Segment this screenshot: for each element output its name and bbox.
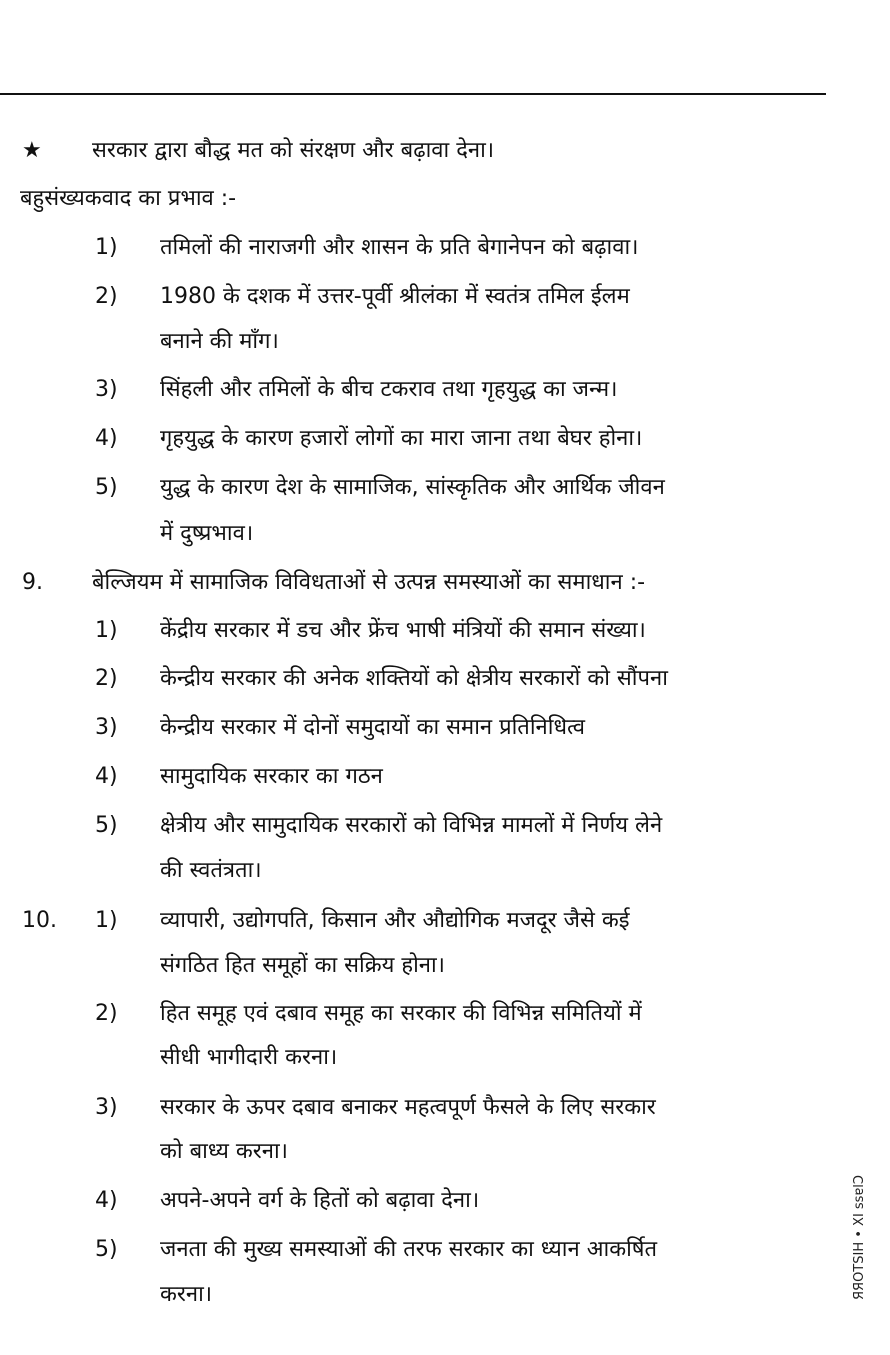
question-9-text: बेल्जियम में सामाजिक विविधताओं से उत्पन्न समस्याओं का समाधान :- — [92, 570, 646, 595]
effect-2-text: 1980 के दशक में उत्तर-पूर्वी श्रीलंका में स्वतंत्र तमिल ईलम — [160, 284, 630, 309]
effect-5-text-cont: में दुष्प्रभाव। — [160, 521, 254, 546]
effect-3-text: सिंहली और तमिलों के बीच टकराव तथा गृहयुद्ध का जन्म। — [160, 377, 618, 402]
q9-item-5-text: क्षेत्रीय और सामुदायिक सरकारों को विभिन्न मामलों में निर्णय लेने — [160, 813, 663, 838]
header-rule — [0, 93, 826, 95]
q9-item-4-number: 4) — [95, 764, 118, 789]
q10-item-5-number: 5) — [95, 1237, 118, 1262]
point-top-text: सरकार द्वारा बौद्ध मत को संरक्षण और बढ़ावा देना। — [92, 138, 495, 163]
effect-3-number: 3) — [95, 377, 118, 402]
q9-item-2-text: केन्द्रीय सरकार की अनेक शक्तियों को क्षेत्रीय सरकारों को सौंपना — [160, 666, 668, 691]
q9-item-5-number: 5) — [95, 813, 118, 838]
q10-item-3-text: सरकार के ऊपर दबाव बनाकर महत्वपूर्ण फैसले के लिए सरकार — [160, 1095, 656, 1120]
q10-item-2-text-cont: सीधी भागीदारी करना। — [160, 1045, 338, 1070]
q9-item-3-number: 3) — [95, 715, 118, 740]
effect-2-text-cont: बनाने की माँग। — [160, 329, 279, 354]
section-heading: बहुसंख्यकवाद का प्रभाव :- — [20, 186, 237, 211]
effect-5-number: 5) — [95, 475, 118, 500]
q10-item-1-text-cont: संगठित हित समूहों का सक्रिय होना। — [160, 953, 446, 978]
q10-item-2-number: 2) — [95, 1001, 118, 1026]
effect-4-number: 4) — [95, 426, 118, 451]
q9-item-1-text: केंद्रीय सरकार में डच और फ्रेंच भाषी मंत्रियों की समान संख्या। — [160, 618, 646, 643]
q9-item-5-text-cont: की स्वतंत्रता। — [160, 858, 262, 883]
effect-2-number: 2) — [95, 284, 118, 309]
q10-item-1-number: 1) — [95, 908, 118, 933]
effect-4-text: गृहयुद्ध के कारण हजारों लोगों का मारा जाना तथा बेघर होना। — [160, 426, 643, 451]
question-9-number: 9. — [22, 570, 43, 595]
star-bullet-icon: ★ — [22, 138, 42, 163]
effect-1-text: तमिलों की नाराजगी और शासन के प्रति बेगानेपन को बढ़ावा। — [160, 235, 639, 260]
q10-item-4-number: 4) — [95, 1188, 118, 1213]
q10-item-4-text: अपने-अपने वर्ग के हितों को बढ़ावा देना। — [160, 1188, 480, 1213]
effect-1-number: 1) — [95, 235, 118, 260]
q10-item-1-text: व्यापारी, उद्योगपति, किसान और औद्योगिक मजदूर जैसे कई — [160, 908, 630, 933]
q10-item-5-text: जनता की मुख्य समस्याओं की तरफ सरकार का ध्यान आकर्षित — [160, 1237, 658, 1262]
q10-item-5-text-cont: करना। — [160, 1282, 213, 1307]
q9-item-1-number: 1) — [95, 618, 118, 643]
effect-5-text: युद्ध के कारण देश के सामाजिक, सांस्कृतिक और आर्थिक जीवन — [160, 475, 665, 500]
side-margin-label: ЯЯОТЅІН • ХІ ѕѕɐlƆ — [852, 1174, 867, 1300]
q9-item-4-text: सामुदायिक सरकार का गठन — [160, 764, 383, 789]
q9-item-2-number: 2) — [95, 666, 118, 691]
q9-item-3-text: केन्द्रीय सरकार में दोनों समुदायों का समान प्रतिनिधित्व — [160, 715, 586, 740]
q10-item-3-number: 3) — [95, 1095, 118, 1120]
q10-item-2-text: हित समूह एवं दबाव समूह का सरकार की विभिन्न समितियों में — [160, 1001, 642, 1026]
question-10-number: 10. — [22, 908, 57, 933]
q10-item-3-text-cont: को बाध्य करना। — [160, 1139, 289, 1164]
